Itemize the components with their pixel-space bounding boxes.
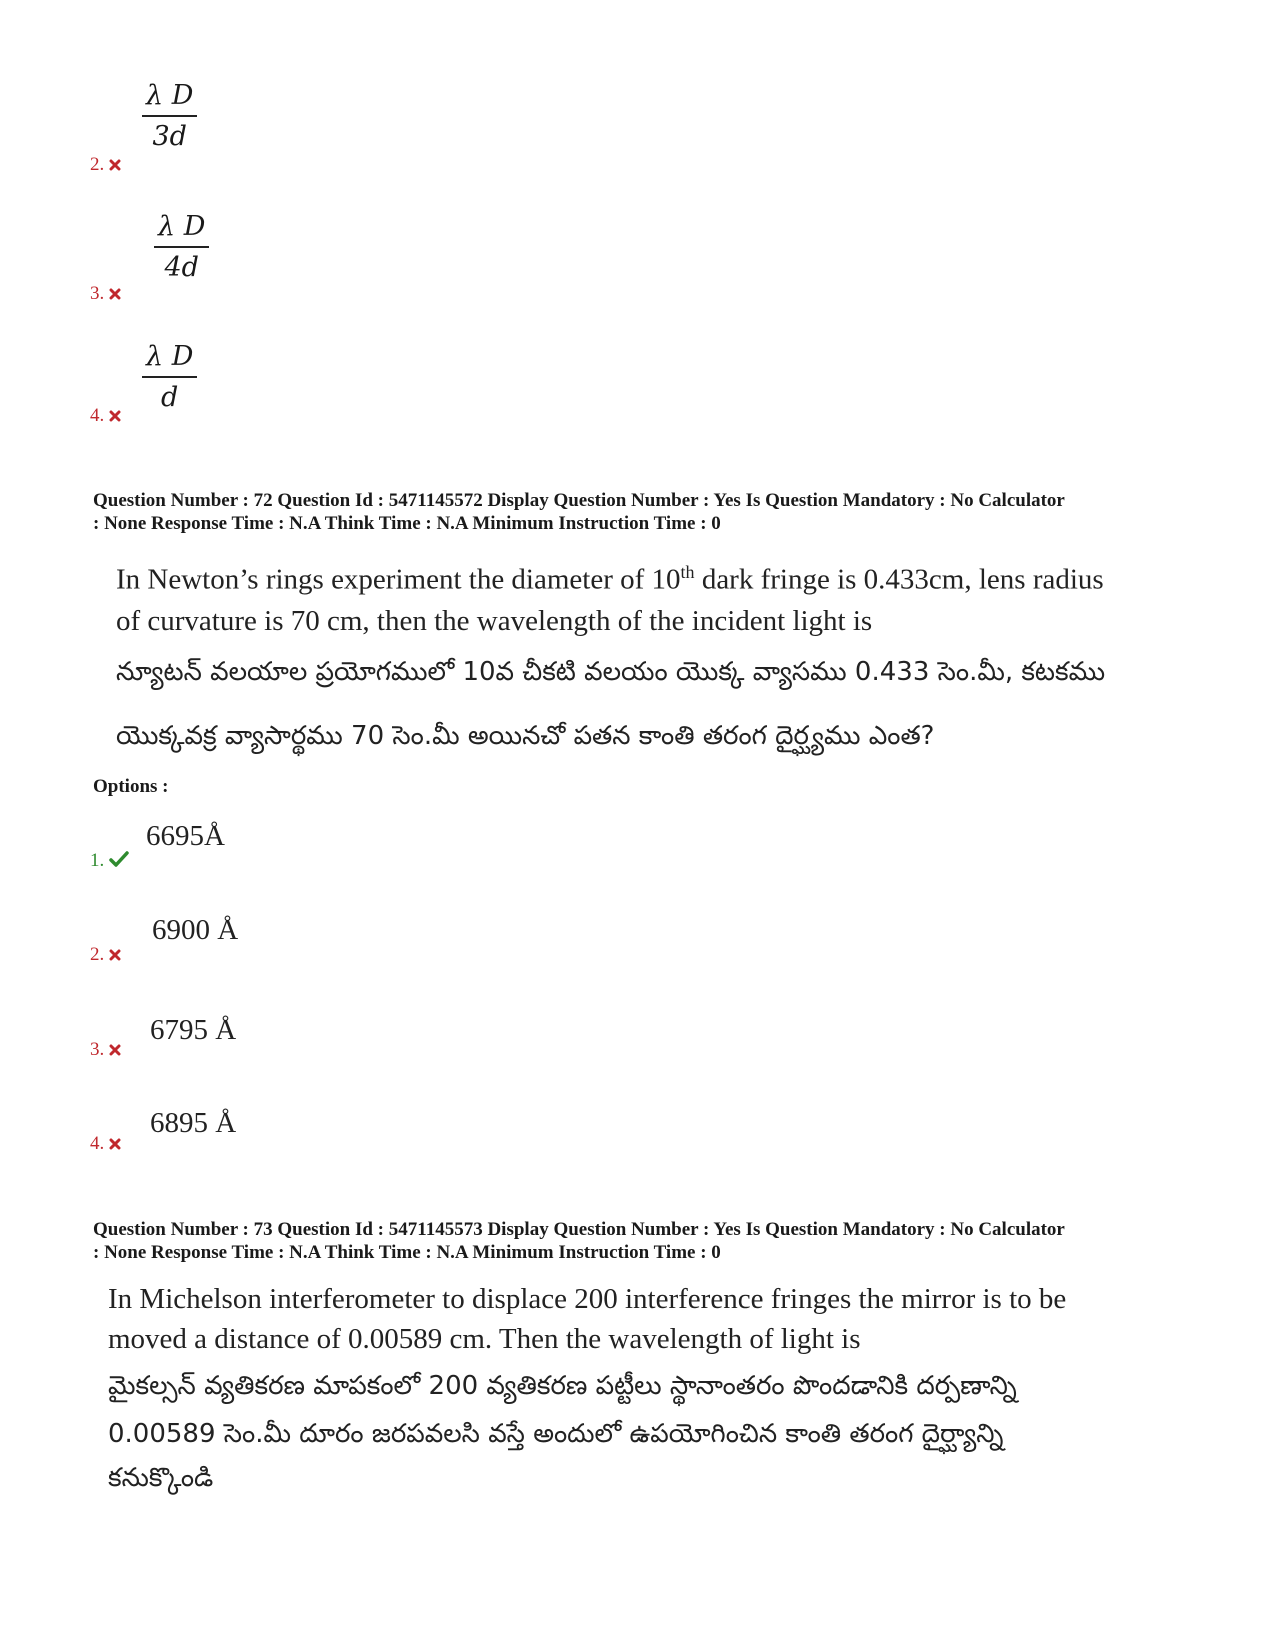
- fraction-denominator: 4d: [164, 252, 199, 283]
- option-number-label: 3.: [90, 283, 105, 304]
- options-label: Options :: [93, 776, 169, 797]
- question-text-english-line-2: of curvature is 70 cm, then the wavelength of the incident light is: [116, 605, 873, 637]
- option-number-label: 2.: [90, 944, 105, 965]
- question-meta-line-2: : None Response Time : N.A Think Time : N.A Minimum Instruction Time : 0: [93, 1242, 721, 1263]
- question-text-english-line-1: In Michelson interferometer to displace 200 interference fringes the mirror is to be: [108, 1283, 1067, 1315]
- option-2-formula: [142, 80, 197, 152]
- option-number-label: 4.: [90, 405, 105, 426]
- option-3-number: [90, 283, 121, 306]
- option-2-number: [90, 154, 121, 177]
- cross-icon: [109, 406, 121, 428]
- option-2-number: [90, 944, 121, 967]
- question-text-telugu-line-1: మైకల్సన్ వ్యతికరణ మాపకంలో 200 వ్యతికరణ పట్టీలు స్థానాంతరం పొందడానికి దర్పణాన్ని: [108, 1371, 1017, 1401]
- option-3-formula: [154, 211, 209, 283]
- option-4-value: 6895 Å: [150, 1107, 237, 1139]
- option-4-number: [90, 1133, 121, 1156]
- option-4-formula: [142, 341, 197, 413]
- option-3-value: 6795 Å: [150, 1014, 237, 1046]
- fraction-denominator: 3d: [152, 121, 187, 152]
- question-meta-line-1: Question Number : 72 Question Id : 5471145572 Display Question Number : Yes Is Question Mandatory : No Calculator: [93, 490, 1065, 511]
- fraction-numerator: λ D: [158, 211, 206, 242]
- superscript: th: [680, 562, 695, 582]
- question-meta-line-1: Question Number : 73 Question Id : 5471145573 Display Question Number : Yes Is Question Mandatory : No Calculator: [93, 1219, 1065, 1240]
- option-1-number: [90, 850, 129, 873]
- option-3-number: [90, 1039, 121, 1062]
- option-1-value: 6695Å: [146, 820, 225, 852]
- question-text-english-line-2: moved a distance of 0.00589 cm. Then the wavelength of light is: [108, 1323, 861, 1355]
- text-segment: dark fringe is 0.433cm, lens radius: [694, 563, 1104, 596]
- cross-icon: [109, 1040, 121, 1062]
- cross-icon: [109, 1134, 121, 1156]
- fraction-numerator: λ D: [146, 341, 194, 372]
- option-2-value: 6900 Å: [152, 914, 239, 946]
- cross-icon: [109, 945, 121, 967]
- question-meta-line-2: : None Response Time : N.A Think Time : N.A Minimum Instruction Time : 0: [93, 513, 721, 534]
- option-number-label: 2.: [90, 154, 105, 175]
- option-number-label: 1.: [90, 850, 105, 871]
- option-number-label: 3.: [90, 1039, 105, 1060]
- option-4-number: [90, 405, 121, 428]
- question-text-telugu-line-2: 0.00589 సెం.మీ దూరం జరపవలసి వస్తే అందులో ఉపయోగించిన కాంతి తరంగ దైర్ఘ్యాన్ని: [108, 1419, 1004, 1449]
- fraction-denominator: d: [161, 382, 179, 413]
- question-text-english-line-1: [116, 556, 1104, 596]
- check-icon: [109, 851, 129, 873]
- question-text-telugu-line-2: యొక్కవక్ర వ్యాసార్థము 70 సెం.మీ అయినచో పతన కాంతి తరంగ దైర్ఘ్యము ఎంత?: [116, 721, 935, 751]
- option-number-label: 4.: [90, 1133, 105, 1154]
- question-text-telugu-line-1: న్యూటన్ వలయాల ప్రయోగములో 10వ చీకటి వలయం యొక్క వ్యాసము 0.433 సెం.మీ, కటకము: [116, 657, 1106, 687]
- cross-icon: [109, 155, 121, 177]
- text-segment: In Newton’s rings experiment the diameter of 10: [116, 563, 681, 596]
- fraction-numerator: λ D: [146, 80, 194, 111]
- question-text-telugu-line-3: కనుక్కొండి: [108, 1463, 214, 1493]
- cross-icon: [109, 284, 121, 306]
